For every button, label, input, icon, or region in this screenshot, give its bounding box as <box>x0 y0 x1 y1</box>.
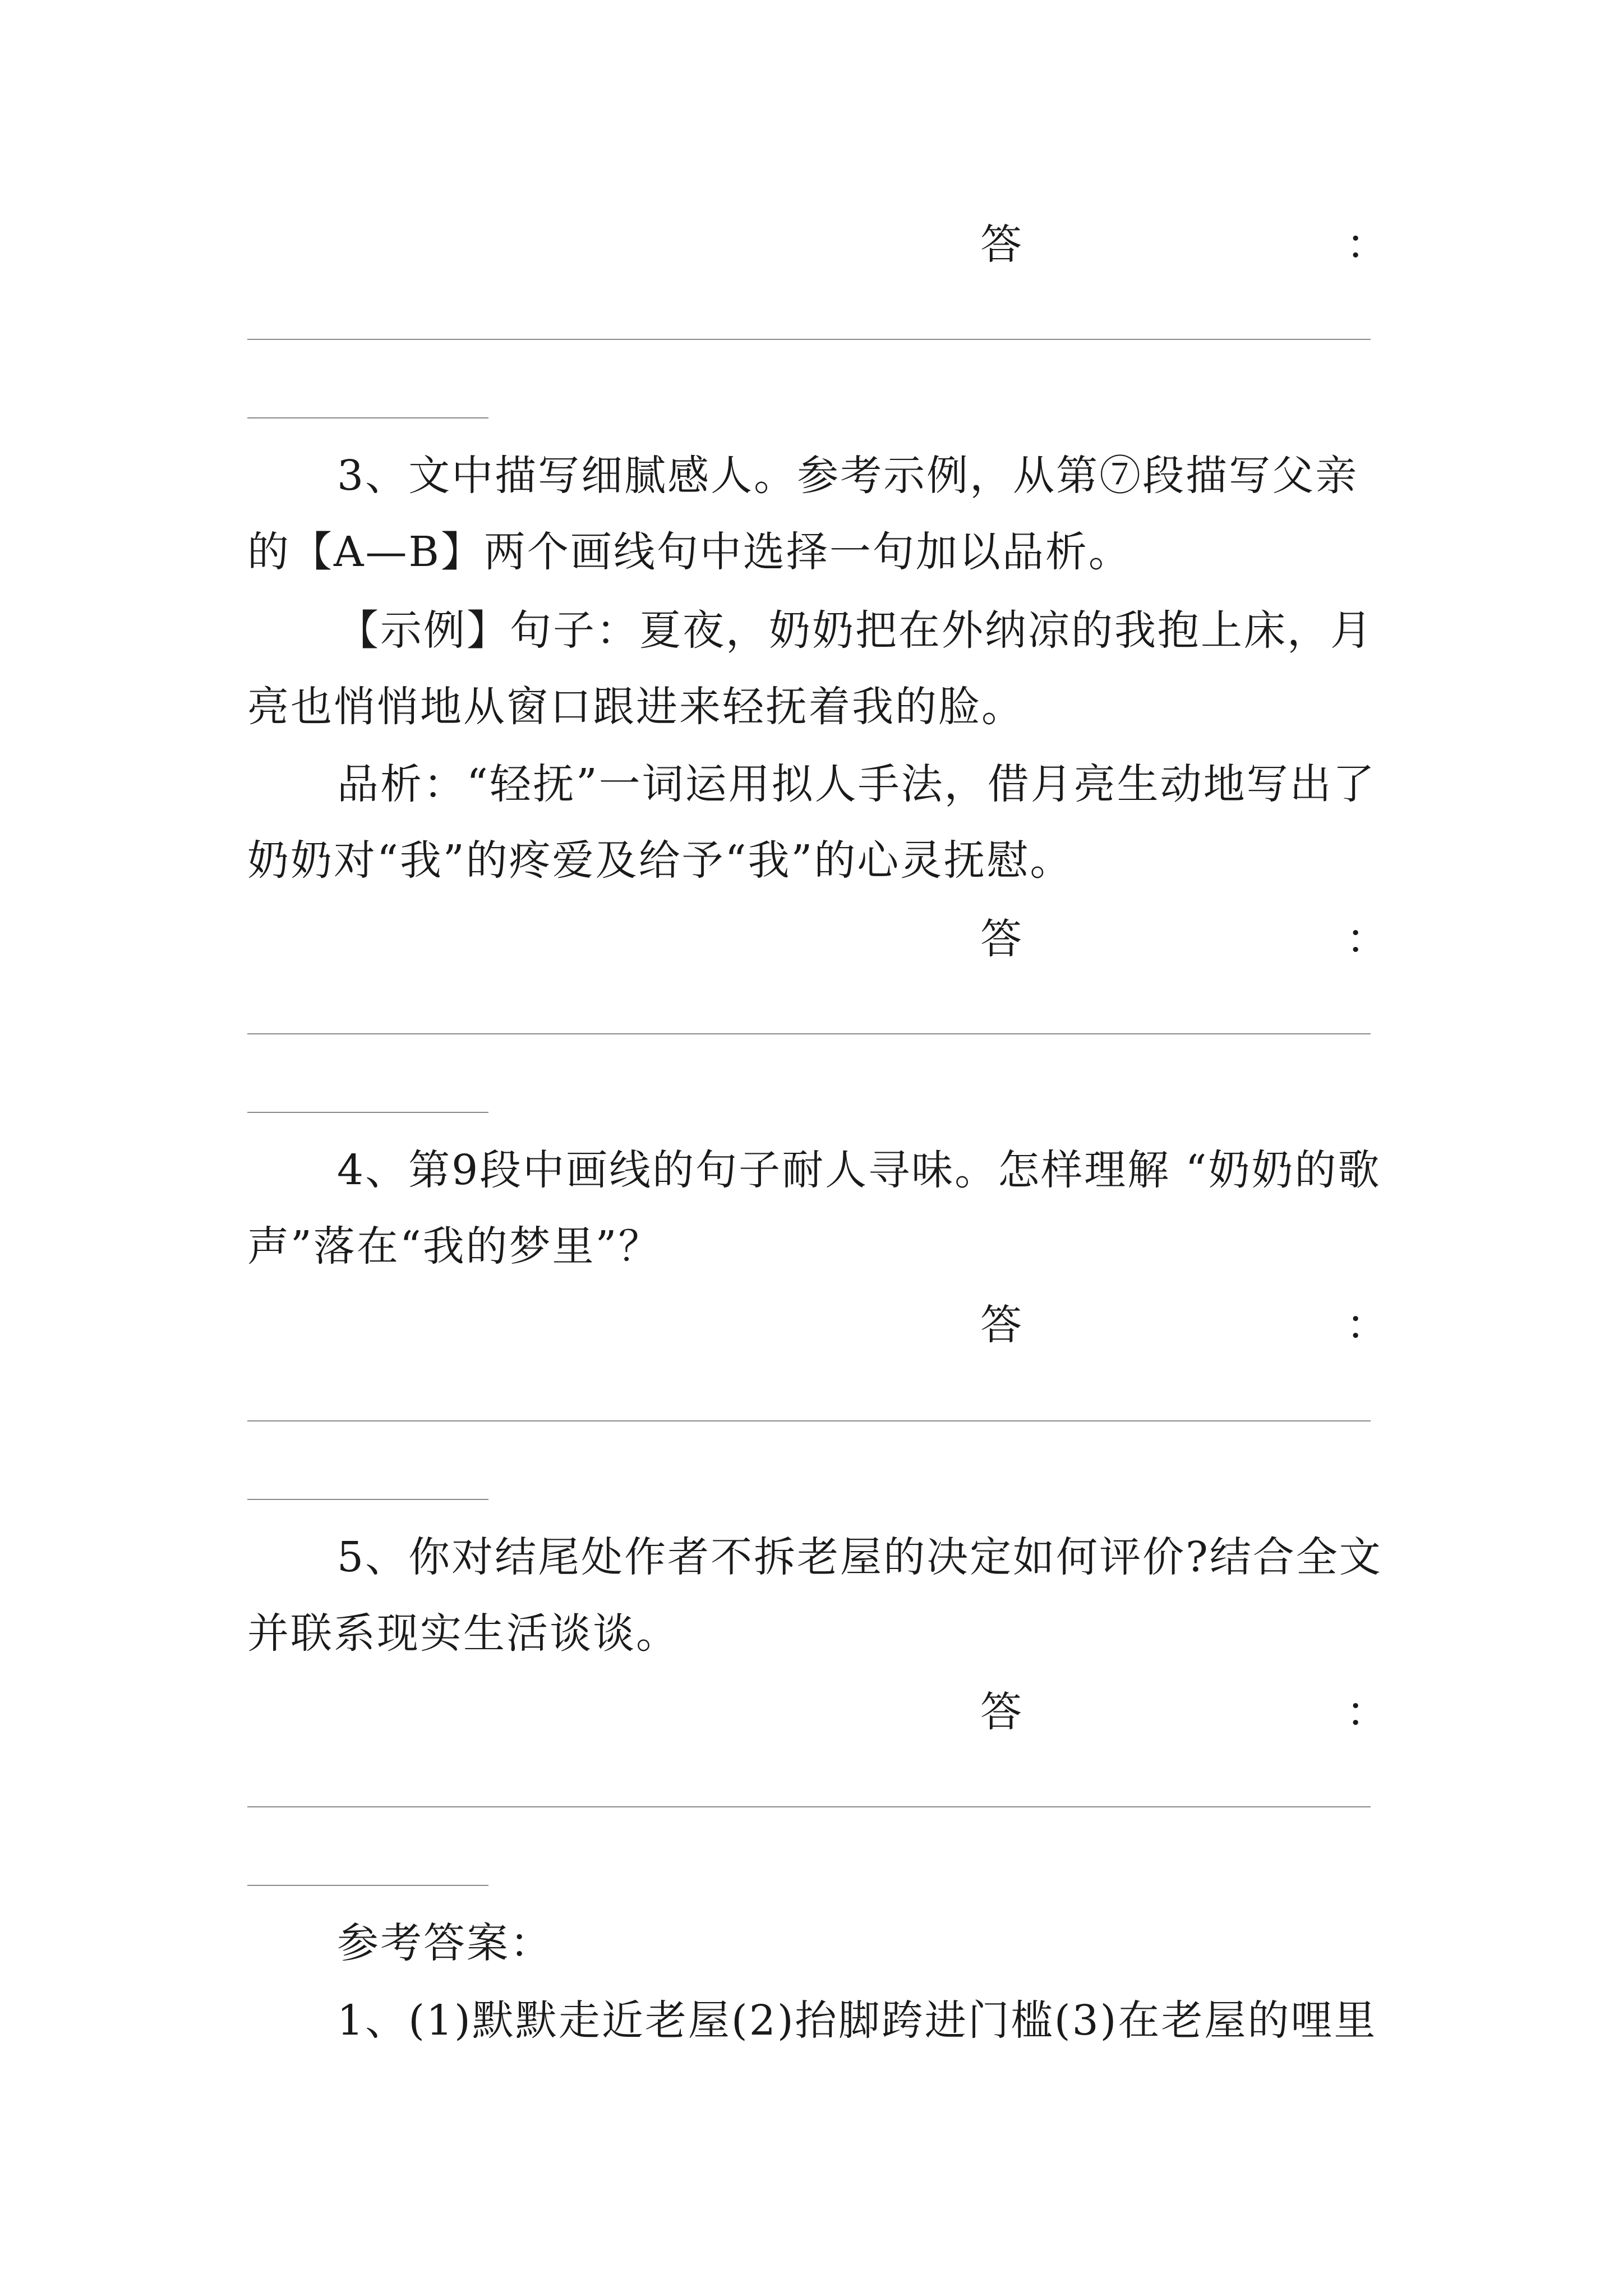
question-5: 5、你对结尾处作者不拆老屋的决定如何评价?结合全文并联系现实生活谈谈。 <box>247 1533 1382 1658</box>
answer-line-short[interactable] <box>247 1499 488 1500</box>
reference-heading: 参考答案： <box>337 1919 553 1967</box>
question-4: 4、第9段中画线的句子耐人寻味。怎样理解 “奶奶的歌声”落在“我的梦里”？ <box>247 1146 1381 1271</box>
answer-colon: ： <box>1346 915 1387 963</box>
answer-label: 答 <box>980 915 1022 963</box>
answer-colon: ： <box>1346 1688 1387 1736</box>
example-analysis: 品析：“轻抚”一词运用拟人手法，借月亮生动地写出了奶奶对“我”的疼爱及给予“我”的心灵抚慰。 <box>247 760 1376 885</box>
answer-line[interactable] <box>247 1033 1371 1034</box>
answer-label: 答 <box>980 1688 1022 1736</box>
answer-line-short[interactable] <box>247 1885 488 1886</box>
example-sentence: 【示例】句子：夏夜，奶奶把在外纳凉的我抱上床，月亮也悄悄地从窗口跟进来轻抚着我的脸。 <box>247 606 1373 731</box>
answer-line[interactable] <box>247 339 1371 340</box>
answer-colon: ： <box>1346 220 1387 269</box>
answer-line[interactable] <box>247 1420 1371 1421</box>
answer-label: 答 <box>980 220 1022 269</box>
answer-line-short[interactable] <box>247 1112 488 1113</box>
question-3: 3、文中描写细腻感人。参考示例，从第⑦段描写父亲的【A—B】两个画线句中选择一句加以品析。 <box>247 452 1359 576</box>
answer-colon: ： <box>1346 1301 1387 1349</box>
answer-label: 答 <box>980 1301 1022 1349</box>
answer-line[interactable] <box>247 1806 1371 1807</box>
reference-item-1: 1、(1)默默走近老屋(2)抬脚跨进门槛(3)在老屋的哩里 <box>337 1996 1377 2045</box>
answer-line-short[interactable] <box>247 417 488 418</box>
